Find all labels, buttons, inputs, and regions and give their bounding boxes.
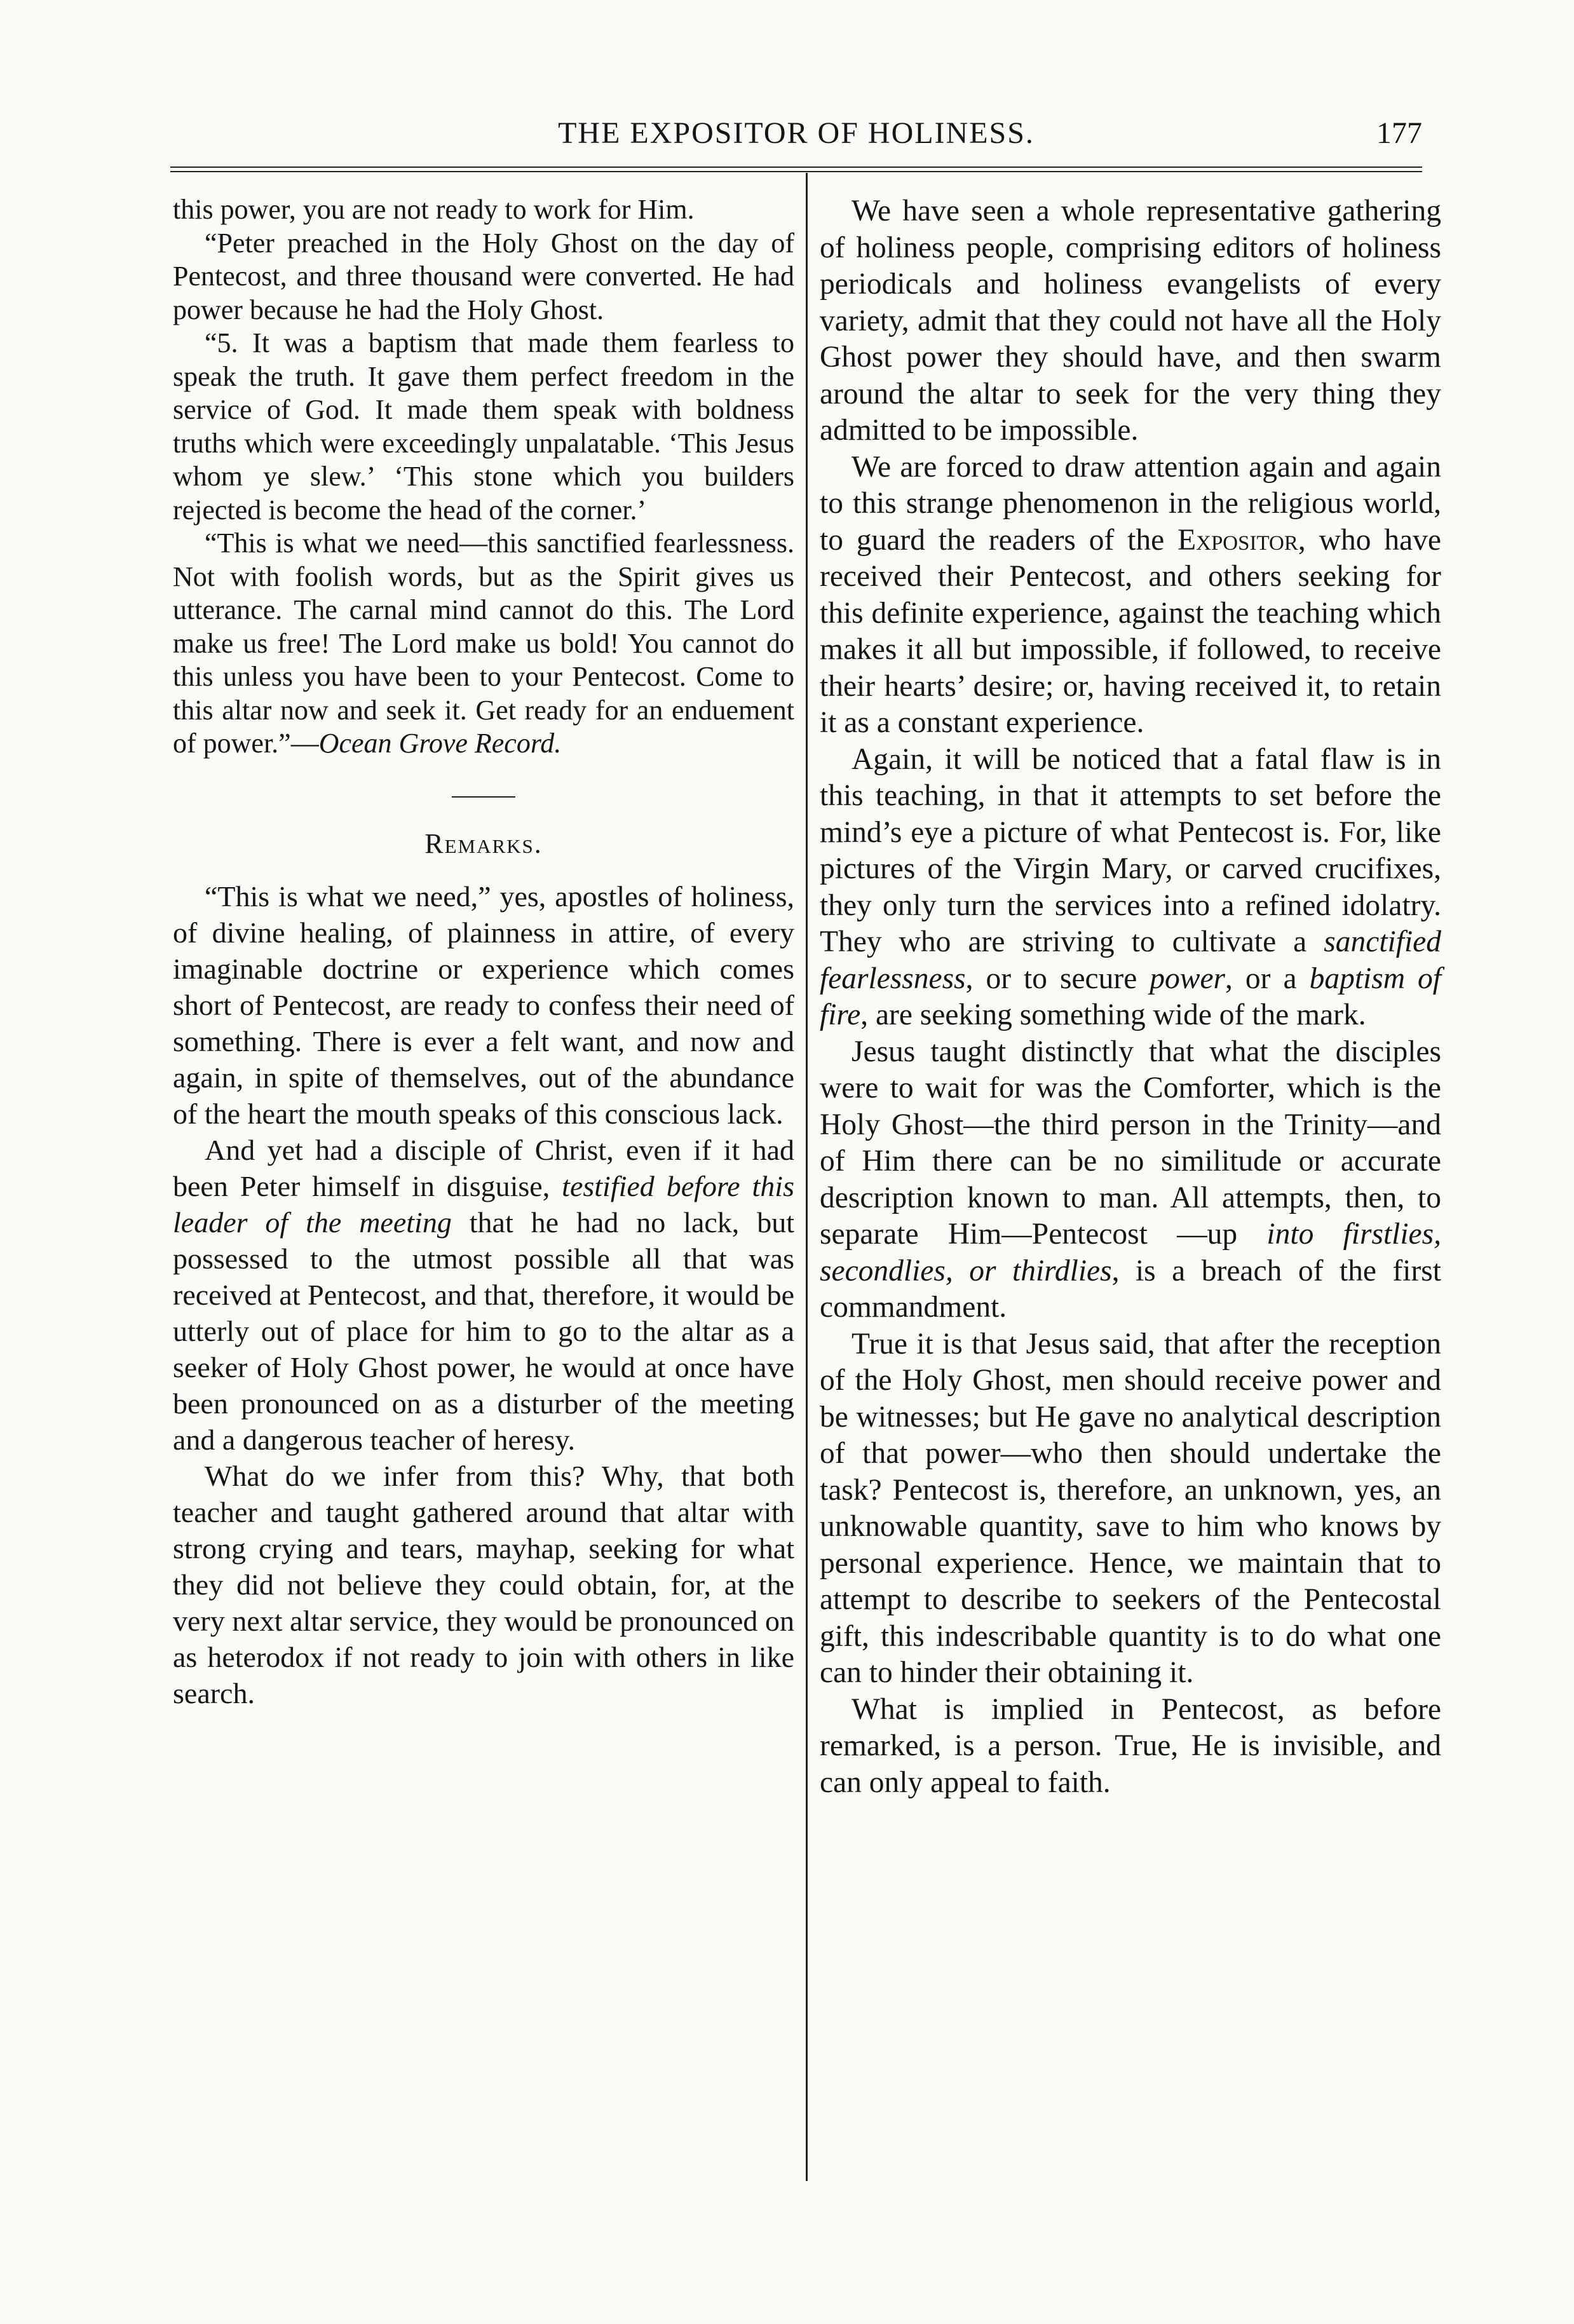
quote-paragraph: “5. It was a baptism that made them fearless to speak the truth. It gave them perfect freedom in the service of God. It made them speak with boldness truths which were exceedingly unpalatable. ‘This Jesus whom ye slew.’ ‘This stone which you builders rejected is become the head of the corner.’ [173,327,794,526]
remarks-heading: Remarks. [424,827,543,859]
italic-text: baptism of fire [820,962,1441,1031]
right-column [820,193,1441,1801]
text-run: Jesus taught distinctly that what the disciples were to wait for was the Comforter, which is the Holy Ghost—the third person in the Trinity—and of Him there can be no similitude or accurate description known to man. All attempts, then, to separate Him—Pentecost —up [820,1035,1441,1251]
remarks-paragraph: “This is what we need,” yes, apostles of holiness, of divine healing, of plainness in attire, of every imaginable doctrine or experience which comes short of Pentecost, are ready to confess their need of something. There is ever a felt want, and now and again, in spite of themselves, out of the abundance of the heart the mouth speaks of this conscious lack. [173,880,794,1130]
text-run: Again, it will be noticed that a fatal flaw is in this teaching, in that it attempts to set before the mind’s eye a picture of what Pentecost is. For, like pictures of the Virgin Mary, or carved crucifixes, they only turn the services into a refined idolatry. They who are striving to cultivate a [820,742,1441,958]
text-run: , or a [1225,962,1310,995]
remarks-paragraph: What do we infer from this? Why, that both teacher and taught gathered around that altar with strong crying and tears, mayhap, seeking for what they did not believe they could obtain, for, at the very next altar service, they would be pronounced on as heterodox if not ready to join with others in like search. [173,1459,794,1709]
text-run: , are seeking something wide of the mark. [860,998,1366,1031]
italic-text: power [1150,962,1226,995]
remarks-paragraph [173,1132,794,1458]
page-number: 177 [1376,116,1422,150]
quote-paragraph: “Peter preached in the Holy Ghost on the day of Pentecost, and three thousand were converted. He had power because he had the Holy Ghost. [173,227,794,325]
column-divider [806,173,808,2181]
page-header [170,107,1422,158]
quote-paragraph [173,527,794,761]
quote-paragraph: this power, you are not ready to work for Him. [173,194,695,225]
body-paragraph [820,449,1441,742]
header-rule [170,166,1422,172]
text-run: , is a breach of the first commandment. [820,1254,1441,1324]
body-paragraph [820,742,1441,1034]
section-divider [452,796,515,798]
text-run: , or to secure [965,962,1150,995]
running-title: THE EXPOSITOR OF HOLINESS. [558,116,1035,150]
italic-text: into firstlies, secondlies, or thirdlies [820,1218,1441,1288]
italic-text: sanctified fearlessness [820,925,1441,995]
body-paragraph: True it is that Jesus said, that after the reception of the Holy Ghost, men should receive power and be witnesses; but He gave no analytical description of that power—who then should undertake the task? Pentecost is, therefore, an unknown, yes, an unknowable quantity, save to him who knows by personal experience. Hence, we maintain that to attempt to describe to seekers of the Pentecostal gift, this indescribable quantity is to do what one can to hinder their obtaining it. [820,1327,1441,1689]
text-run: We are forced to draw attention again and again to this strange phenomenon in the religious world, to guard the readers of the [820,450,1441,557]
smallcaps-text: Expositor [1177,523,1298,557]
body-paragraph: We have seen a whole representative gathering of holiness people, comprising editors of holiness periodicals and holiness evangelists of every variety, admit that they could not have all the Holy Ghost power they should have, and then swarm around the altar to seek for the very thing they admitted to be impossible. [820,194,1441,447]
body-paragraph [820,1034,1441,1326]
quote-text: “This is what we need—this sanctified fearlessness. Not with foolish words, but as the Spirit gives us utterance. The carnal mind cannot do this. The Lord make us free! The Lord make us bold! You cannot do this unless you have been to your Pentecost. Come to this altar now and seek it. Get ready for an enduement of power.”— [173,527,794,759]
italic-text: testified before this leader of the meeting [173,1169,794,1239]
body-paragraph: What is implied in Pentecost, as before remarked, is a person. True, He is invisible, and can only appeal to faith. [820,1692,1441,1799]
text-run: And yet had a disciple of Christ, even if it had been Peter himself in disguise, [173,1133,794,1202]
left-column [173,193,794,1711]
text-run: , who have received their Pentecost, and others seeking for this definite experience, against the teaching which makes it all but impossible, if followed, to receive their hearts’ desire; or, having received it, to retain it as a constant experience. [820,523,1441,739]
text-run: that he had no lack, but possessed to the utmost possible all that was received at Pentecost, and that, therefore, it would be utterly out of place for him to go to the altar as a seeker of Holy Ghost power, he would at once have been pronounced on as a disturber of the meeting and a dangerous teacher of heresy. [173,1206,794,1456]
quote-source: Ocean Grove Record. [318,728,562,759]
